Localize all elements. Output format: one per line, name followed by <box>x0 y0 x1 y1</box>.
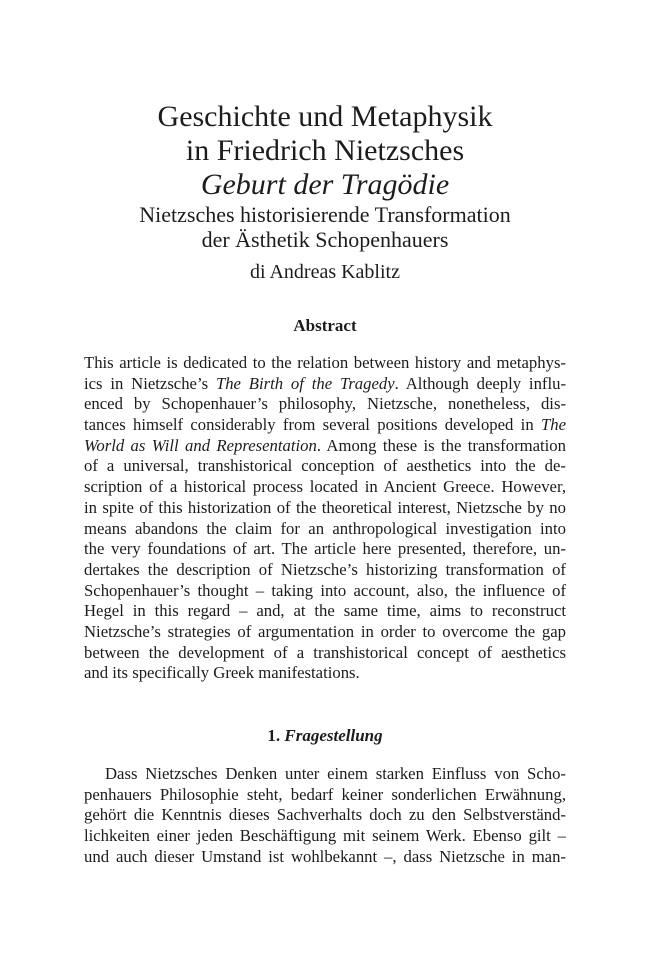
body-text <box>84 764 566 867</box>
abstract-heading: Abstract <box>293 316 357 335</box>
body-line: penhauers Philosophie steht, bedarf keiner sonderlichen Erwähnung, <box>84 784 566 804</box>
abstract-text: This article is dedicated to the relation between history and metaphys- <box>84 353 566 372</box>
abstract-line <box>84 560 566 581</box>
abstract-line <box>84 415 566 436</box>
abstract-line <box>84 581 566 602</box>
section-title: Fragestellung <box>284 726 383 745</box>
abstract-text: Schopenhauer’s thought – taking into account, also, the influence of <box>84 580 566 600</box>
abstract-text: . Although deeply influ- <box>394 373 567 393</box>
paper-title-italic: Geburt der Tragödie <box>200 168 450 201</box>
abstract-line <box>84 394 566 415</box>
abstract-line <box>84 498 566 519</box>
abstract-text: scription of a historical process located in Ancient Greece. However, <box>84 477 566 497</box>
abstract-line <box>84 353 566 374</box>
abstract-italic-title: World as Will and Representation <box>84 435 317 455</box>
abstract-line <box>84 374 566 395</box>
body-line: gehört die Kenntnis dieses Sachverhalts doch zu den Selbstverständ- <box>84 805 566 825</box>
body-line: lichkeiten einer jeden Beschäftigung mit seinem Werk. Ebenso gilt – <box>84 826 566 846</box>
abstract-text: ics in Nietzsche’s <box>84 373 216 393</box>
body-line: und auch dieser Umstand ist wohlbekannt –, dass Nietzsche in man- <box>84 846 566 866</box>
abstract-line <box>84 519 566 540</box>
abstract-line <box>84 601 566 622</box>
abstract-line <box>84 663 566 684</box>
paper-subtitle-line-1: Nietzsches historisierende Transformation <box>139 202 511 227</box>
abstract-text: dertakes the description of Nietzsche’s historizing transformation of <box>84 559 566 579</box>
abstract-line <box>84 456 566 477</box>
abstract-text: . Among these is the transformation <box>316 435 566 455</box>
abstract-text: tances himself considerably from several positions developed in <box>84 415 541 435</box>
abstract-text: enced by Schopenhauer’s philosophy, Nietzsche, nonetheless, dis- <box>84 394 566 414</box>
abstract-line <box>84 477 566 498</box>
abstract-text: and its specifically Greek manifestations. <box>84 663 360 683</box>
paper-title-line-2: in Friedrich Nietzsches <box>185 134 465 167</box>
abstract-line <box>84 622 566 643</box>
abstract-italic-title: The Birth of the Tragedy <box>215 373 395 393</box>
abstract-text: the very foundations of art. The article here presented, therefore, un- <box>84 539 566 559</box>
body-line: Dass Nietzsches Denken unter einem starken Einfluss von Scho- <box>105 764 566 783</box>
title-block <box>0 100 650 284</box>
section-number: 1. <box>267 726 281 745</box>
author-line: di Andreas Kablitz <box>250 261 400 283</box>
section-heading <box>0 726 650 746</box>
paper-title-line-1: Geschichte und Metaphysik <box>157 100 493 133</box>
abstract-italic-title: The <box>540 415 566 435</box>
abstract-line <box>84 539 566 560</box>
abstract-text: Nietzsche’s strategies of argumentation in order to overcome the gap <box>84 621 566 641</box>
abstract-body <box>84 353 566 684</box>
abstract-text: Hegel in this regard – and, at the same time, aims to reconstruct <box>84 601 566 621</box>
abstract-text: of a universal, transhistorical conception of aesthetics into the de- <box>84 456 566 476</box>
abstract-line <box>84 643 566 664</box>
abstract-line <box>84 436 566 457</box>
abstract-text: means abandons the claim for an anthropological investigation into <box>84 518 566 538</box>
paper-subtitle-line-2: der Ästhetik Schopenhauers <box>201 227 449 252</box>
abstract-text: in spite of this historization of the theoretical interest, Nietzsche by no <box>84 497 566 517</box>
abstract-text: between the development of a transhistorical concept of aesthetics <box>84 642 566 662</box>
